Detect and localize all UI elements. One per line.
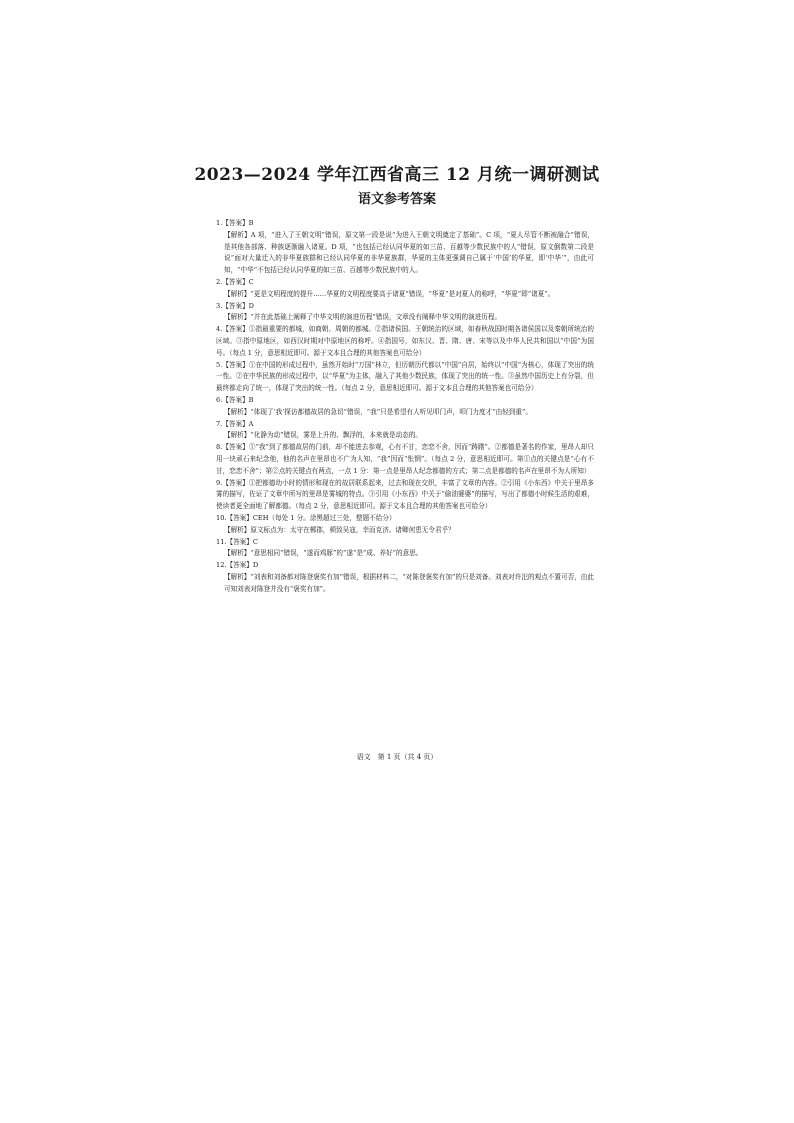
analysis-text: 【解析】“更是文明程度的提升……华夏的文明程度要高于诸夏”错误，“华夏”是对夏人的称呼，“华夏”即“诸夏”。 [224,289,555,298]
answer-item-10 [216,513,594,537]
analysis-text: 【解析】原文标点为：太守在郴郡，顿致吴寇，幸而克济。诸卿何患无令君乎？ [224,525,455,534]
page-title: 2023—2024 学年江西省高三 12 月统一调研测试 [194,165,600,185]
answer-item-1 [216,218,594,277]
answer-text: 【答案】①把都德幼小时的情形和现在的故居联系起来，过去和现在交织，丰富了文章的内容。②引用《小东西》中关于里昂多雾的描写，佐证了文章中所写的里昂是雾城的特点。③引用《小东西》中关于“偷油婆婆”的描写，写出了都德小时候生活的艰难，使读者更全面地了解都德。（每点 2 分，意思相近即可。源于文本且合理的其他答案也可给分） [216,478,594,511]
answer-text: 【答案】D [226,561,259,570]
answer-item-12 [216,560,594,595]
item-number: 3. [216,301,223,310]
answer-item-9 [216,478,594,513]
answer-item-7 [216,419,594,443]
answer-text: 【答案】A [222,419,254,428]
answer-item-6 [216,395,594,419]
analysis-text: 【解析】A 项，“进入了王朝文明”错误，原文第一段是说“为进入王朝文明奠定了基础”。C 项，“夏人尽管不断被融合”错误，是其他各部落、种族逐渐融入诸夏。D 项，“也包括已经认同华夏的如三苗、百越等少数民族中的人”错误，原文倒数第二段是说“面对大量迁入的非华夏族群和已经认同华夏的非华夏族群，华夏的主体更强调自己属于‘中国’的华夏，即‘中华’”，由此可知，“中华”不包括已经认同华夏的如三苗、百越等少数民族中的人。 [224,230,594,275]
answer-text: 【答案】①指最重要的都城，如商朝、周朝的都城。②指诸侯国、王朝统治的区域，如春秋战国时期各诸侯国以及秦朝所统治的区域。③指中原地区，如西汉时期对中原地区的称呼。④指国号，如东汉、晋、隋、唐、宋等以及中华人民共和国以“中国”为国号。（每点 1 分，意思相近即可。源于文本且合理的其他答案也可给分） [216,325,594,357]
answer-text: 【答案】CEH（每处 1 分。涂黑超过三处，整题不给分） [226,513,396,522]
answer-list [216,218,594,596]
analysis-text: 【解析】“刘表和刘备都对陈登褒奖有加”错误，根据材料二，“对陈登褒奖有加”的只是刘备。刘表对许汜的观点不置可否，由此可知刘表对陈登并没有“褒奖有加”。 [224,572,594,593]
answer-item-8 [216,442,594,477]
analysis-text: 【解析】“并在此基础上阐释了中华文明的演进历程”错误，文章没有阐释中华文明的演进历程。 [224,313,502,322]
item-number: 5. [216,360,223,369]
answer-text: 【答案】B [222,219,254,227]
item-number: 11. [216,537,227,546]
item-number: 6. [216,395,223,404]
item-number: 9. [216,478,223,487]
answer-item-11 [216,537,594,561]
answer-item-4 [216,324,594,359]
page-subtitle: 语文参考答案 [357,192,436,207]
answer-text: 【答案】①“我”到了都德故居的门前，却不能进去参观，心有不甘，恋恋不舍，因而“踌躇”。②都德是著名的作家，里昂人却只用一块顽石来纪念他，他的名声在里昂也不广为人知，“我”因而“怅惘”。（每点 2 分，意思相近即可。第①点的关键点是“心有不甘，恋恋不舍”；第②点的关键点有两点，一点 1 分：第一点是里昂人纪念都德的方式；第二点是都德的名声在里昂不为人所知） [216,443,594,475]
page-footer: 语文 第 1 页（共 4 页） [356,753,438,761]
item-number: 1. [216,219,223,227]
answer-text: 【答案】B [222,395,254,404]
item-number: 12. [216,561,227,570]
answer-text: 【答案】C [226,537,258,546]
answer-text: 【答案】D [222,301,254,310]
answer-text: 【答案】①在中国的形成过程中，虽然开始时“万国”林立，但历朝历代都以“中国”自居，始终以“中国”为核心，体现了突出的统一性。②在中华民族的形成过程中，以“华夏”为主体，融入了其他少数民族，体现了突出的统一性。③虽然中国历史上有分裂，但最终都走向了统一，体现了突出的统一性。（每点 2 分，意思相近即可。源于文本且合理的其他答案也可给分） [216,360,594,393]
answer-item-2 [216,277,594,301]
answer-item-3 [216,301,594,325]
item-number: 8. [216,443,223,452]
item-number: 2. [216,277,223,286]
analysis-text: 【解析】“意思相同”错误，“遂而鸡豚”的“遂”是“成、养好”的意思。 [224,549,423,558]
item-number: 10. [216,513,227,522]
item-number: 7. [216,419,223,428]
analysis-text: 【解析】“化静为动”错误，雾是上升的、飘浮的，本来就是动态的。 [224,431,422,440]
item-number: 4. [216,325,223,334]
analysis-text: 【解析】“体现了‘我’探访都德故居的急切”错误，“我”只是希望有人听见叩门声，叩门力度才“由轻到重”。 [224,407,532,416]
answer-item-5 [216,360,594,395]
answer-text: 【答案】C [222,277,254,286]
